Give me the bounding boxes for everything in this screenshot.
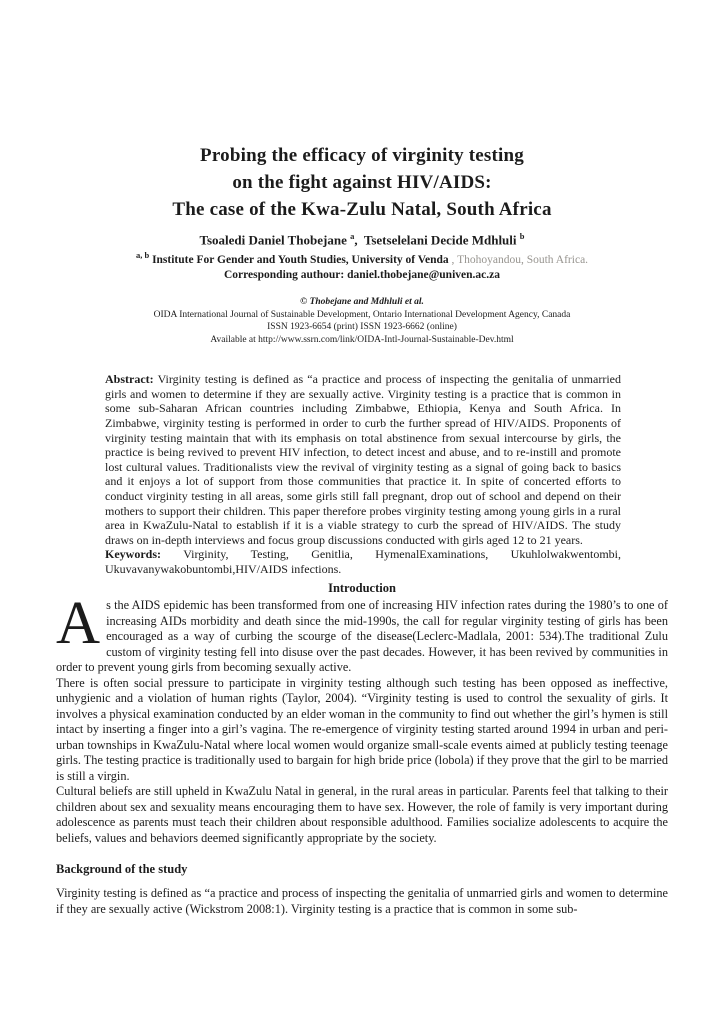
author-name-2: Tsetselelani Decide Mdhluli xyxy=(363,232,520,248)
paper-title-line-2: on the fight against HIV/AIDS: xyxy=(232,172,492,193)
intro-paragraph-1-text: s the AIDS epidemic has been transformed from one of increasing HIV infection rates during the 1980’s to one of increasing AIDs morbidity and death since the mid-1990s, the call for regular virginity testing of girls has been encouraged as a way of curbing the scourge of the disease(Leclerc-Madlala, 2001: 534).The traditional Zulu custom of virginity testing fell into disuse over the past decades. However, it has been revived by communities in order to prevent young girls from becoming sexually active. xyxy=(56,598,668,675)
keywords-label: Keywords: xyxy=(105,547,161,562)
affiliation-institution: Institute For Gender and Youth Studies, University of Venda xyxy=(149,254,449,267)
abstract-text: Virginity testing is defined as “a practice and process of inspecting the genitalia of unmarried girls and women to determine if they are sexually active. Virginity testing is a practice that is common in some sub-Saharan African countries including Zimbabwe, Ethiopia, Kenya and South Africa. In Zimbabwe, virginity testing is performed in order to curb the further spread of HIV/AIDS. Proponents of virginity testing maintain that with its emphasis on total abstinence from sexual intercourse by girls, the practice is being revived to prevent HIV infection, to detect incest and abuse, and to re-instill and promote lost cultural values. Traditionalists view the revival of virginity testing as a signal of going back to basics and it enjoys a lot of support from those communities that practice it. In spite of concerted efforts to conduct virginity testing in all areas, some girls still fall pregnant, drop out of school and depend on their mothers to support their children. This paper therefore probes virginity testing among young girls in a rural area in KwaZulu-Natal to establish if it is a viable strategy to curb the spread of HIV/AIDS. The study draws on in-depth interviews and focus group discussions conducted with girls aged 12 to 21 years. xyxy=(105,372,621,547)
issn-line: ISSN 1923-6654 (print) ISSN 1923-6662 (online) xyxy=(267,322,457,333)
journal-imprint xyxy=(0,296,724,346)
authors-line xyxy=(0,228,724,248)
corresponding-author-line: Corresponding authour: daniel.thobejane@univen.ac.za xyxy=(224,269,500,282)
author-affiliation-mark-2: b xyxy=(519,231,525,241)
copyright-line: © Thobejane and Mdhluli et al. xyxy=(300,297,424,308)
background-heading: Background of the study xyxy=(56,862,188,877)
affiliation-location: , Thohoyandou, South Africa. xyxy=(448,254,589,267)
abstract-label: Abstract: xyxy=(105,372,154,387)
background-paragraph-1: Virginity testing is defined as “a practice and process of inspecting the genitalia of unmarried girls and women to determine if they are sexually active (Wickstrom 2008:1). Virginity testing is a practice that is common in some sub- xyxy=(56,886,668,916)
abstract-paragraph xyxy=(105,372,621,547)
author-name-1: Tsoaledi Daniel Thobejane xyxy=(199,232,351,248)
journal-name-line: OIDA International Journal of Sustainable Development, Ontario International Development Agency, Canada xyxy=(153,309,571,320)
keywords-paragraph xyxy=(105,547,621,576)
introduction-heading: Introduction xyxy=(328,581,396,596)
affiliation-marks: a, b xyxy=(135,250,150,261)
paper-title-line-1: Probing the efficacy of virginity testing xyxy=(200,145,524,166)
paper-title-line-3: The case of the Kwa-Zulu Natal, South Africa xyxy=(172,199,552,220)
intro-paragraph-2: There is often social pressure to participate in virginity testing although such testing has been opposed as ineffective, unhygienic and a violation of human rights (Taylor, 2004). “Virginity testing is used to control the sexuality of girls. It involves a physical examination conducted by an elder woman in the community to find out whether the girl’s hymen is still intact by inserting a finger into a girl’s vagina. The re-emergence of virginity testing started around 1994 in urban and peri-urban townships in KwaZulu-Natal where local women would organize small-scale events aimed at publicly testing teenage girls. The testing practice is traditionally used to bargain for high bride price (lobola) if they prove that the girl to be married is still a virgin. xyxy=(56,675,668,783)
keywords-text: Virginity, Testing, Genitlia, HymenalExaminations, Ukuhlolwakwentombi, Ukuvavanywakobuntombi,HIV/AIDS infections. xyxy=(105,547,621,576)
paper-title xyxy=(0,142,724,223)
availability-url-line: Available at http://www.ssrn.com/link/OIDA-Intl-Journal-Sustainable-Dev.html xyxy=(210,334,514,345)
background-section xyxy=(56,886,668,917)
intro-paragraph-3: Cultural beliefs are still upheld in KwaZulu Natal in general, in the rural areas in particular. Parents feel that talking to their children about sex and sexuality means encouraging them to have sex. However, the role of family is very important during adolescence as parents must teach their children about responsible adulthood. Families socialize adolescents to acquire the beliefs, values and behaviors deemed significantly appropriate by the society. xyxy=(56,784,668,845)
author-affiliation-mark-1: a xyxy=(350,231,355,241)
introduction-section xyxy=(56,590,668,846)
author-separator: , xyxy=(354,232,364,248)
intro-paragraph-1 xyxy=(56,590,668,676)
dropcap-letter: A xyxy=(56,590,101,658)
abstract-section xyxy=(105,372,621,576)
affiliation-line xyxy=(0,248,724,268)
